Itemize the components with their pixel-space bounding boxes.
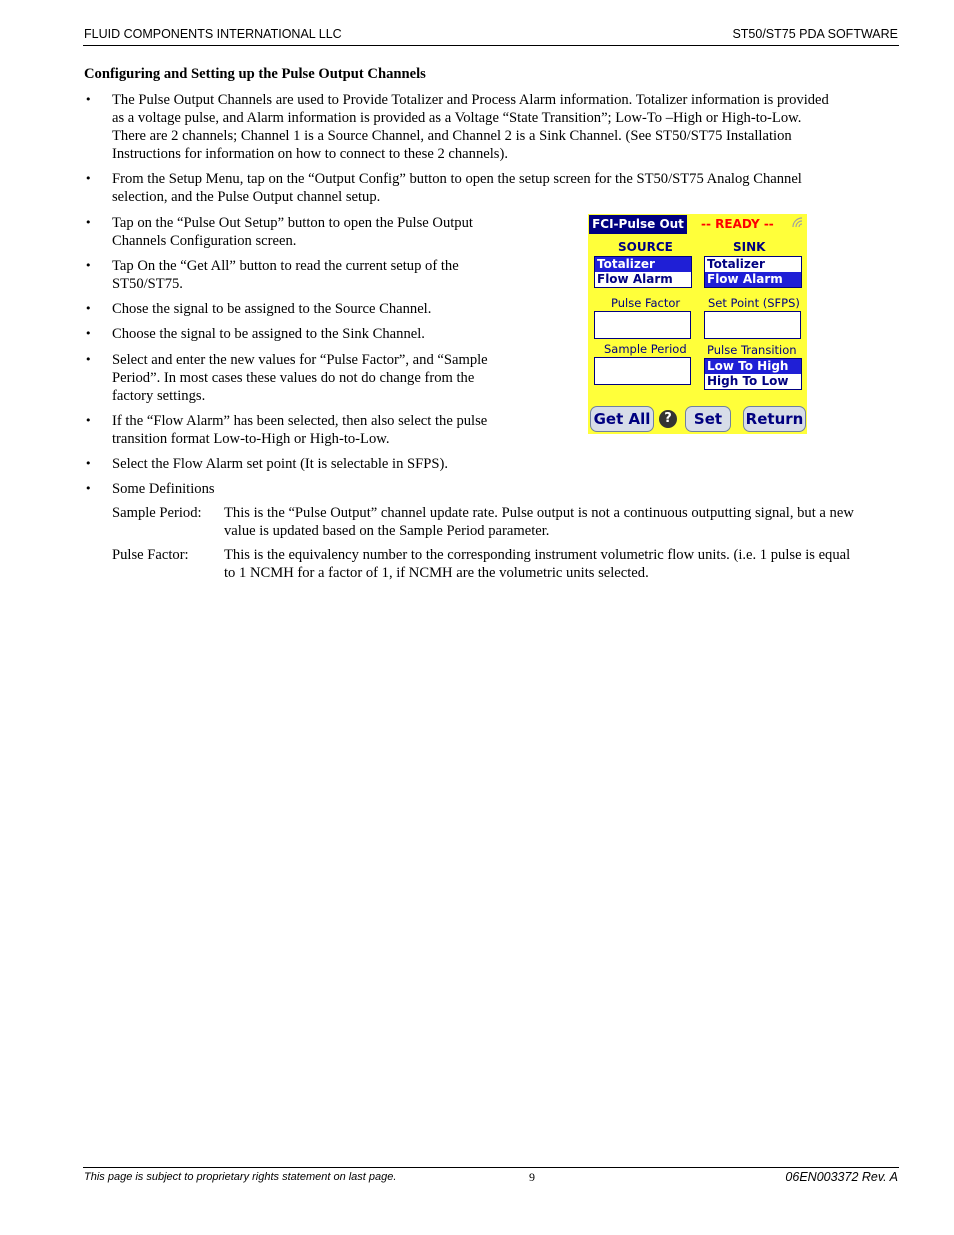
pda-title: FCI-Pulse Out: [589, 215, 687, 234]
bullet-line: • Choose the signal to be assigned to the Sink Channel.: [112, 326, 425, 342]
return-button[interactable]: Return: [743, 406, 806, 432]
sink-label: SINK: [733, 240, 766, 254]
header-company: FLUID COMPONENTS INTERNATIONAL LLC: [84, 27, 342, 41]
bullet-item: [112, 91, 902, 163]
signal-icon: [791, 216, 803, 231]
bullet-item: [112, 170, 902, 206]
footer-notice: This page is subject to proprietary rights statement on last page.: [84, 1171, 397, 1183]
definition-line: value is updated based on the Sample Period parameter.: [224, 523, 550, 539]
definition-text: [224, 504, 904, 540]
bullet-item: [112, 300, 572, 318]
definition-line: This is the “Pulse Output” channel update rate. Pulse output is not a continuous outputting signal, but a new: [224, 505, 854, 521]
page-number: 9: [529, 1170, 535, 1184]
definition-term: Pulse Factor:: [112, 547, 189, 563]
set-point-label: Set Point (SFPS): [708, 296, 800, 310]
bullet-item: [112, 214, 572, 250]
definition-term: Sample Period:: [112, 505, 202, 521]
bullet-item: [112, 412, 572, 448]
bullet-line: • The Pulse Output Channels are used to Provide Totalizer and Process Alarm information. Totalizer information is provided: [112, 92, 829, 108]
bullet-line: • Tap on the “Pulse Out Setup” button to open the Pulse Output: [112, 215, 473, 231]
bullet-line: selection, and the Pulse Output channel setup.: [112, 189, 381, 205]
bullet-line: • From the Setup Menu, tap on the “Output Config” button to open the setup screen for the ST50/ST75 Analog Channel: [112, 171, 802, 187]
bullet-line: transition format Low-to-High or High-to-Low.: [112, 431, 390, 447]
bullet-line: factory settings.: [112, 388, 206, 404]
source-option-totalizer[interactable]: Totalizer: [595, 257, 691, 272]
transition-option-high-to-low[interactable]: High To Low: [707, 374, 789, 388]
header-product: ST50/ST75 PDA SOFTWARE: [732, 27, 898, 41]
bullet-line: • Chose the signal to be assigned to the Source Channel.: [112, 301, 432, 317]
set-button[interactable]: Set: [685, 406, 731, 432]
bullet-item: [112, 325, 572, 343]
sink-option-totalizer[interactable]: Totalizer: [707, 257, 765, 271]
definition-line: to 1 NCMH for a factor of 1, if NCMH are the volumetric units selected.: [224, 565, 649, 581]
bullet-item: [112, 480, 572, 498]
set-point-input[interactable]: [704, 311, 801, 339]
source-list[interactable]: [594, 256, 692, 288]
transition-option-low-to-high[interactable]: Low To High: [705, 359, 801, 374]
page-footer: [83, 1167, 899, 1188]
source-label: SOURCE: [618, 240, 673, 254]
sample-period-input[interactable]: [594, 357, 691, 385]
bullet-item: [112, 351, 572, 405]
sample-period-label: Sample Period: [604, 342, 687, 356]
pulse-factor-input[interactable]: [594, 311, 691, 339]
bullet-line: • Tap On the “Get All” button to read the current setup of the: [112, 258, 459, 274]
bullet-line: Instructions for information on how to connect to these 2 channels).: [112, 146, 508, 162]
bullet-line: • Some Definitions: [112, 481, 215, 497]
bullet-line: • Select the Flow Alarm set point (It is selectable in SFPS).: [112, 456, 449, 472]
source-option-flow-alarm[interactable]: Flow Alarm: [597, 272, 673, 286]
sink-option-flow-alarm[interactable]: Flow Alarm: [705, 272, 801, 287]
pulse-factor-label: Pulse Factor: [611, 296, 681, 310]
page-header: [83, 27, 899, 46]
get-all-button[interactable]: Get All: [590, 406, 654, 432]
pulse-transition-label: Pulse Transition: [707, 343, 797, 357]
bullet-line: There are 2 channels; Channel 1 is a Source Channel, and Channel 2 is a Sink Channel. (See ST50/ST75 Installation: [112, 128, 792, 144]
bullet-line: Period”. In most cases these values do not do change from the: [112, 370, 475, 386]
definition-text: [224, 546, 904, 582]
section-title: Configuring and Setting up the Pulse Output Channels: [84, 66, 426, 82]
help-icon[interactable]: ?: [659, 410, 677, 428]
pda-pulse-out-screen: [588, 214, 807, 434]
bullet-line: ST50/ST75.: [112, 276, 183, 292]
bullet-line: • If the “Flow Alarm” has been selected, then also select the pulse: [112, 413, 488, 429]
status-label: -- READY --: [701, 217, 774, 231]
sink-list[interactable]: [704, 256, 802, 288]
definition-line: This is the equivalency number to the corresponding instrument volumetric flow units. (i.e. 1 pulse is equal: [224, 547, 851, 563]
bullet-line: Channels Configuration screen.: [112, 233, 297, 249]
bullet-item: [112, 455, 572, 473]
document-number: 06EN003372 Rev. A: [785, 1170, 898, 1184]
bullet-item: [112, 257, 572, 293]
bullet-line: • Select and enter the new values for “Pulse Factor”, and “Sample: [112, 352, 488, 368]
bullet-line: as a voltage pulse, and Alarm information is provided as a Voltage “State Transition”; Low-To –High or High-to-Low.: [112, 110, 802, 126]
pulse-transition-list[interactable]: [704, 358, 802, 390]
